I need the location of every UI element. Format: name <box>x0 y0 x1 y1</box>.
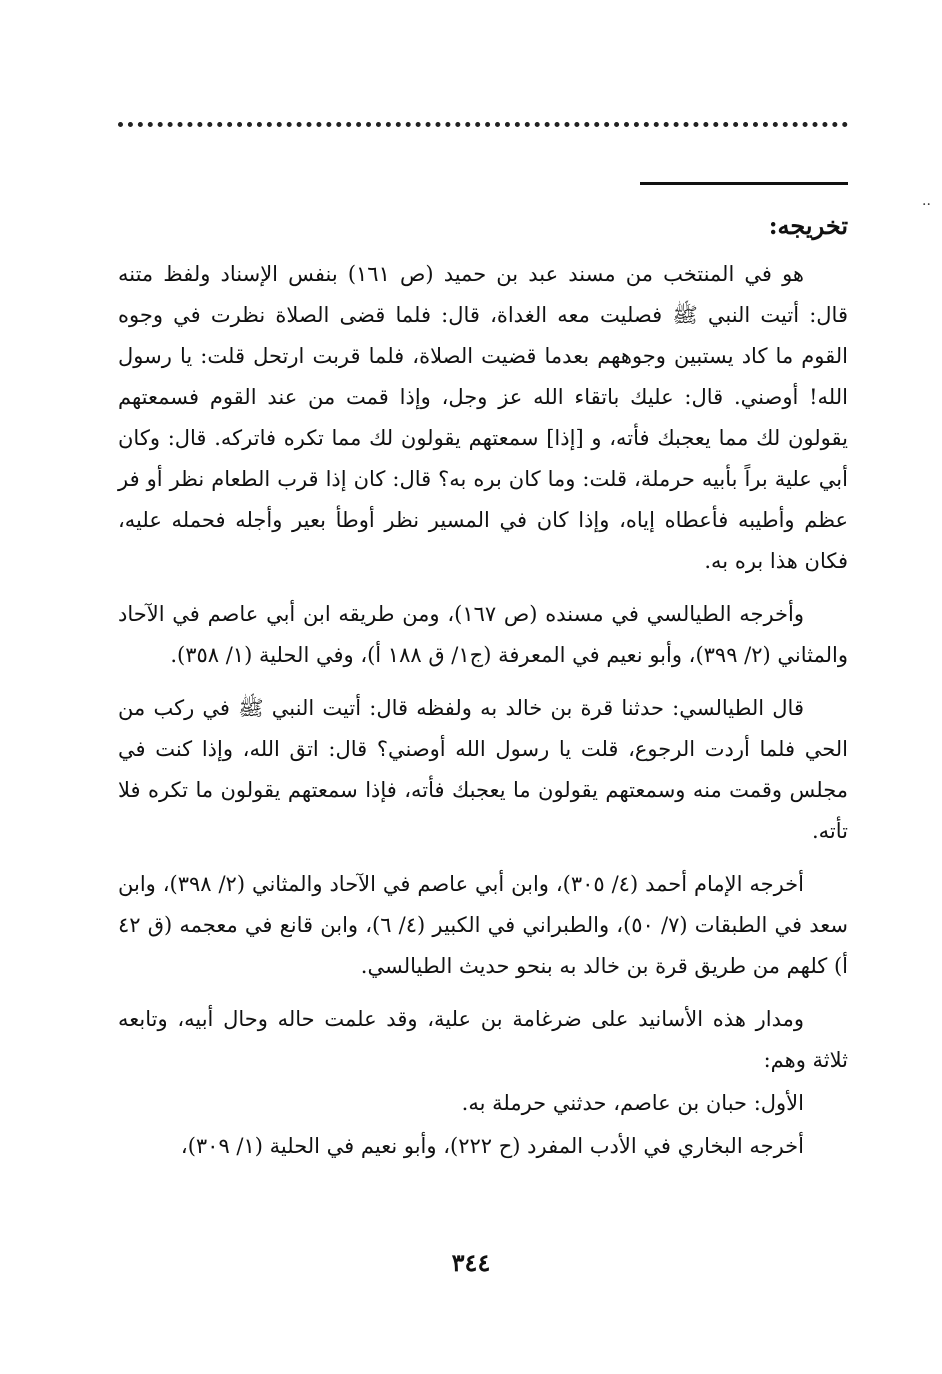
footnote-separator-line <box>640 182 848 185</box>
margin-mark: ·· <box>922 197 931 213</box>
paragraph-5: ومدار هذه الأسانيد على ضرغامة بن علية، وقد علمت حاله وحال أبيه، وتابعه ثلاثة وهم: <box>118 1007 848 1072</box>
paragraph-7: أخرجه البخاري في الأدب المفرد (ح ٢٢٢)، وأبو نعيم في الحلية (١/ ٣٠٩)، <box>180 1134 804 1158</box>
section-heading: تخريجه: <box>768 211 848 240</box>
top-dotted-separator <box>118 122 848 133</box>
paragraph-4: أخرجه الإمام أحمد (٤/ ٣٠٥)، وابن أبي عاصم في الآحاد والمثاني (٢/ ٣٩٨)، وابن سعد في الطبقات (٧/ ٥٠)، والطبراني في الكبير (٤/ ٦)، وابن قانع في معجمه (ق ٤٢ أ) كلهم من طريق قرة بن خالد به بنحو حديث الطيالسي. <box>118 872 848 978</box>
page-body <box>118 204 848 1169</box>
paragraph-3: قال الطيالسي: حدثنا قرة بن خالد به ولفظه قال: أتيت النبي ﷺ في ركب من الحي فلما أردت الرجوع، قلت يا رسول الله أوصني؟ قال: اتق الله، وإذا كنت في مجلس وقمت منه وسمعتهم يقولون ما يعجبك فأته، فإذا سمعتهم يقولون ما تكره فلا تأته. <box>118 696 848 843</box>
paragraph-6: الأول: حبان بن عاصم، حدثني حرملة به. <box>461 1091 804 1115</box>
paragraph-2: وأخرجه الطيالسي في مسنده (ص ١٦٧)، ومن طريقه ابن أبي عاصم في الآحاد والمثاني (٢/ ٣٩٩)، وأبو نعيم في المعرفة (ج١/ ق ١٨٨ أ)، وفي الحلية (١/ ٣٥٨). <box>118 602 848 667</box>
page-number: ٣٤٤ <box>451 1248 491 1277</box>
paragraph-1: هو في المنتخب من مسند عبد بن حميد (ص ١٦١) بنفس الإسناد ولفظ متنه قال: أتيت النبي ﷺ فصليت معه الغداة، قال: فلما قضى الصلاة نظرت في وجوه القوم ما كاد يستبين وجوههم بعدما قضيت الصلاة، فلما قربت ارتحل قلت: يا رسول الله! أوصني. قال: عليك باتقاء الله عز وجل، وإذا قمت من عند القوم فسمعتهم يقولون لك مما يعجبك فأته، و [إذا] سمعتهم يقولون لك مما تكره فاتركه. قال: وكان أبي علية براً بأبيه حرملة، قلت: وما كان بره به؟ قال: كان إذا قرب الطعام نظر أو فر عظم وأطيبه فأعطاه إياه، وإذا كان في المسير نظر أوطأ بعير وأجله فحمله عليه، فكان هذا بره به. <box>118 262 848 573</box>
